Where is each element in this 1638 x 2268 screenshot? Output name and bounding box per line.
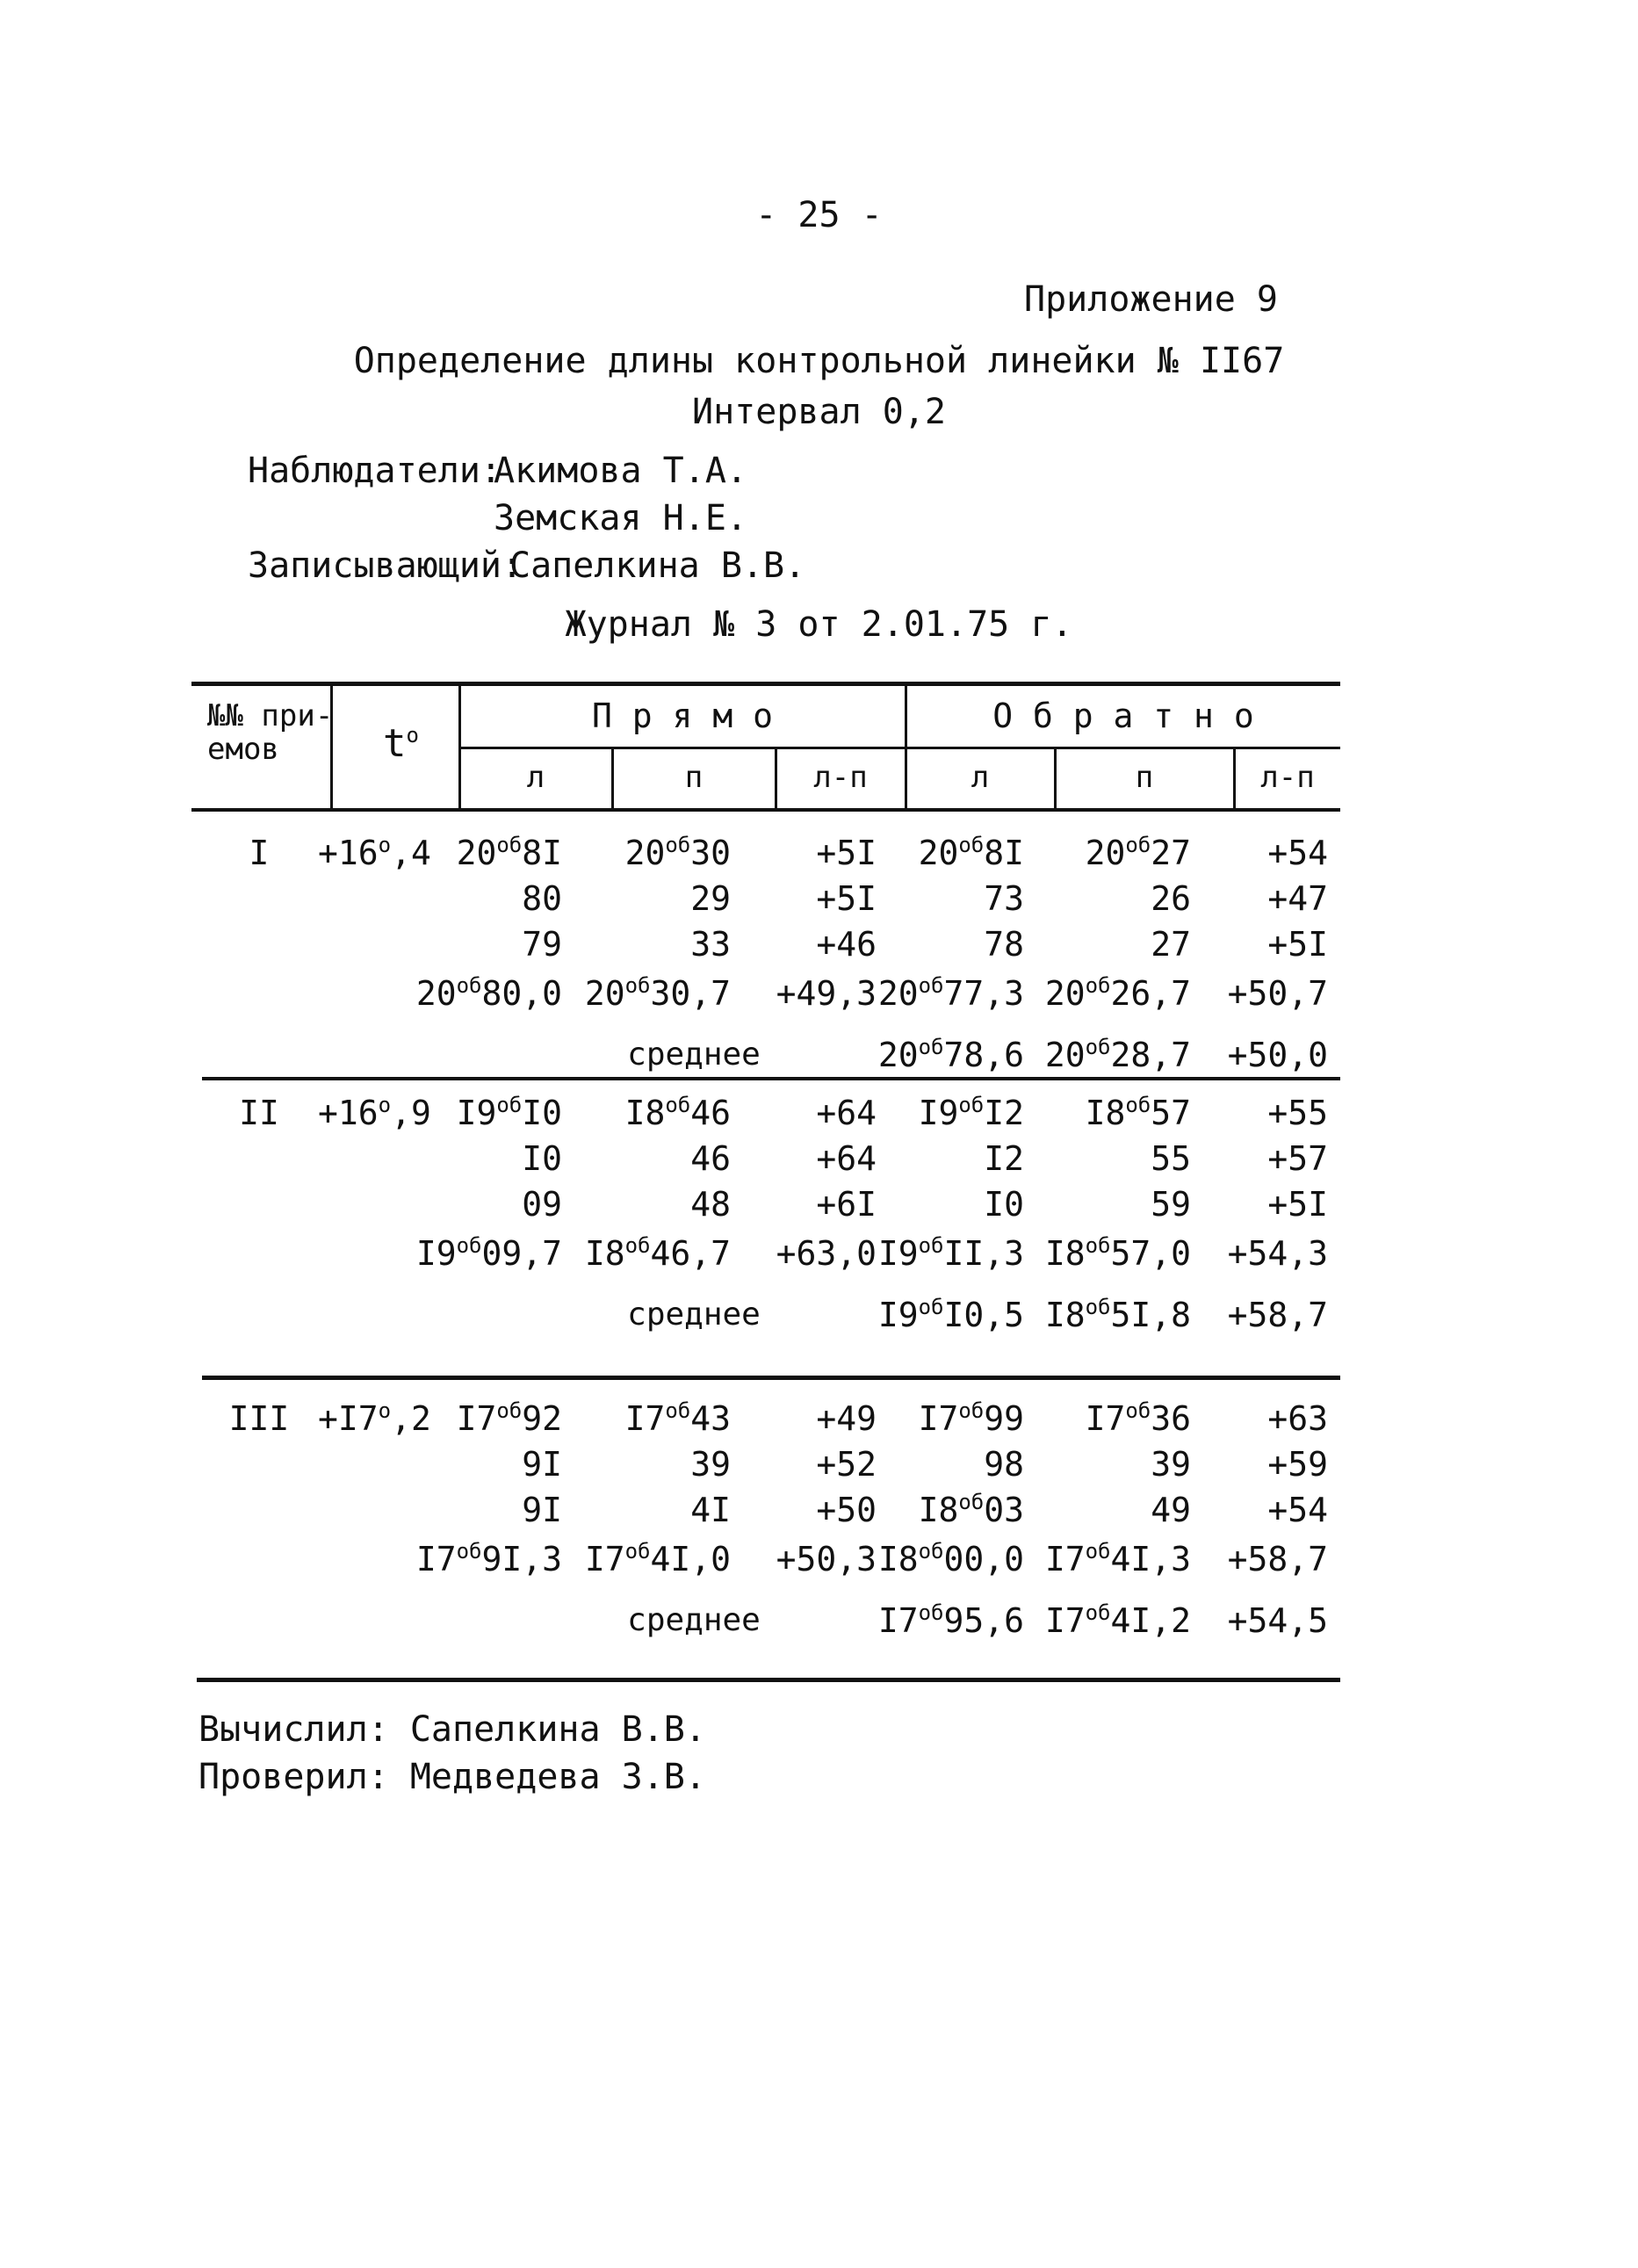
observer-2: Земская Н.Е. (494, 498, 747, 538)
direct-p-base: I8 (624, 1094, 666, 1132)
reverse-lp: +5I (1267, 1185, 1328, 1224)
direct-l-value: 09 (522, 1185, 562, 1224)
reverse-p-base: I7 (1044, 1540, 1086, 1578)
reverse-l (919, 1398, 1024, 1439)
direct-p (690, 1490, 731, 1530)
mean-l-sup: об (918, 1035, 944, 1059)
reverse-p-value: 59 (1151, 1185, 1191, 1224)
direct-p-base: 20 (624, 834, 666, 872)
direct-lp: +5I (816, 879, 877, 918)
direct-lp: +64 (816, 1094, 877, 1132)
direct-lp: +63,0 (776, 1234, 877, 1273)
reverse-lp: +58,7 (1227, 1540, 1328, 1578)
temperature-frac: ,4 (391, 834, 431, 872)
mean-lp: +50,0 (1227, 1036, 1328, 1074)
reverse-p-base: I8 (1085, 1094, 1126, 1132)
reverse-l (919, 833, 1024, 873)
direct-p-value: 30 (690, 834, 731, 872)
journal-reference: Журнал № 3 от 2.01.75 г. (565, 604, 1073, 645)
reception-number: III (228, 1399, 290, 1438)
reverse-l-value: 98 (984, 1445, 1024, 1484)
reverse-lp: +55 (1267, 1094, 1328, 1132)
temperature-deg: о (378, 1398, 392, 1423)
reverse-p (1045, 1539, 1191, 1579)
reverse-p (1086, 833, 1191, 873)
reverse-l (878, 1233, 1024, 1274)
reverse-p-sup: об (1125, 1093, 1151, 1117)
header-reverse-p: п (1135, 760, 1154, 795)
reverse-lp: +59 (1267, 1445, 1328, 1484)
computed-by: Вычислил: Сапелкина В.В. (198, 1709, 706, 1750)
reverse-lp: +54 (1267, 1491, 1328, 1529)
direct-l-base: 20 (415, 974, 457, 1013)
reception-number: II (239, 1094, 279, 1132)
table-top-rule (191, 682, 1340, 686)
reverse-p-sup: об (1085, 1539, 1111, 1564)
reverse-l (984, 1184, 1024, 1224)
direct-l (416, 1233, 562, 1274)
header-reception-line1: №№ при- (207, 698, 334, 733)
reverse-l-value: I2 (984, 1094, 1024, 1132)
reverse-l (878, 1539, 1024, 1579)
reverse-p (1151, 878, 1191, 919)
direct-l-value: 9I (522, 1491, 562, 1529)
reverse-l-value: 77,3 (943, 974, 1024, 1013)
temperature-frac: ,2 (391, 1399, 431, 1438)
reverse-p-sup: об (1125, 833, 1151, 857)
direct-p-sup: об (624, 1233, 651, 1258)
reverse-p-value: 27 (1151, 925, 1191, 964)
reverse-l-value: 03 (984, 1491, 1024, 1529)
direct-p-value: 33 (690, 925, 731, 964)
reverse-l (919, 1490, 1024, 1530)
direct-l (522, 1444, 562, 1484)
reverse-lp: +63 (1267, 1399, 1328, 1438)
direct-p-sup: об (624, 1539, 651, 1564)
mean-l-base: I7 (877, 1601, 919, 1640)
mean-p-base: I8 (1044, 1296, 1086, 1334)
reverse-p-value: 39 (1151, 1445, 1191, 1484)
mean-l-value: I0,5 (943, 1296, 1024, 1334)
direct-p-base: I8 (584, 1234, 625, 1273)
reverse-l-base: I8 (918, 1491, 959, 1529)
reception-temperature (318, 1093, 431, 1133)
direct-l-sup: об (496, 833, 523, 857)
reverse-p-value: 26,7 (1110, 974, 1191, 1013)
header-reverse-lp: л-п (1260, 760, 1315, 795)
reverse-l-value: 78 (984, 925, 1024, 964)
direct-l-sup: об (496, 1093, 523, 1117)
header-reverse-group: О б р а т н о (992, 697, 1254, 735)
mean-p-value: 4I,2 (1110, 1601, 1191, 1640)
reverse-lp: +57 (1267, 1139, 1328, 1178)
reverse-p (1045, 1233, 1191, 1274)
reverse-l-sup: об (958, 833, 985, 857)
direct-p-base: 20 (584, 974, 625, 1013)
reverse-p-value: 49 (1151, 1491, 1191, 1529)
reverse-lp: +54 (1267, 834, 1328, 872)
reverse-l-base: I8 (877, 1540, 919, 1578)
direct-p (585, 1539, 731, 1579)
reverse-lp: +47 (1267, 879, 1328, 918)
direct-l (416, 1539, 562, 1579)
direct-p (585, 973, 731, 1014)
direct-lp: +6I (816, 1185, 877, 1224)
reverse-p-base: I8 (1044, 1234, 1086, 1273)
mean-label: среднее (627, 1602, 761, 1638)
direct-p-value: 4I (690, 1491, 731, 1529)
mean-p-base: 20 (1044, 1036, 1086, 1074)
reverse-l (919, 1093, 1024, 1133)
direct-lp: +46 (816, 925, 877, 964)
reception-temperature (318, 1398, 431, 1439)
mean-l-base: I9 (877, 1296, 919, 1334)
reverse-p-sup: об (1085, 973, 1111, 998)
direct-l-value: I0 (522, 1139, 562, 1178)
temperature-frac: ,9 (391, 1094, 431, 1132)
direct-p (690, 1138, 731, 1179)
direct-p-value: 43 (690, 1399, 731, 1438)
mean-l (878, 1035, 1024, 1075)
reverse-p-value: 55 (1151, 1139, 1191, 1178)
mean-p-value: 28,7 (1110, 1036, 1191, 1074)
reverse-p-base: 20 (1044, 974, 1086, 1013)
direct-l-base: 20 (456, 834, 497, 872)
direct-l-base: I9 (415, 1234, 457, 1273)
reverse-p-sup: об (1125, 1398, 1151, 1423)
direct-p-sup: об (665, 1398, 691, 1423)
reverse-l-value: II,3 (943, 1234, 1024, 1273)
direct-p (690, 878, 731, 919)
direct-l-value: 92 (522, 1399, 562, 1438)
direct-p-base: I7 (624, 1399, 666, 1438)
reverse-l-base: 20 (918, 834, 959, 872)
header-direct-l: л (526, 760, 545, 795)
reverse-l-value: I0 (984, 1185, 1024, 1224)
direct-p (690, 1444, 731, 1484)
block-divider-2 (202, 1376, 1340, 1380)
direct-p-value: 30,7 (650, 974, 731, 1013)
reverse-p (1151, 1184, 1191, 1224)
reverse-p-base: I7 (1085, 1399, 1126, 1438)
mean-l-base: 20 (877, 1036, 919, 1074)
direct-l-value: I0 (522, 1094, 562, 1132)
block-divider-1 (202, 1077, 1340, 1080)
header-reverse-l: л (971, 760, 990, 795)
temperature-deg: о (378, 1093, 392, 1117)
appendix-label: Приложение 9 (1024, 279, 1278, 320)
header-direct-group: П р я м о (592, 697, 773, 735)
direct-l-value: 80,0 (481, 974, 562, 1013)
mean-lp: +54,5 (1227, 1601, 1328, 1640)
direct-l (522, 924, 562, 964)
reverse-l-base: 20 (877, 974, 919, 1013)
reverse-p (1151, 1138, 1191, 1179)
mean-label: среднее (627, 1036, 761, 1073)
mean-lp: +58,7 (1227, 1296, 1328, 1334)
reverse-p-value: 57 (1151, 1094, 1191, 1132)
observer-1: Акимова Т.А. (494, 451, 747, 491)
table-bottom-rule (197, 1678, 1340, 1682)
direct-p-value: 48 (690, 1185, 731, 1224)
header-bottom-rule (191, 808, 1340, 812)
reverse-l-base: I9 (877, 1234, 919, 1273)
reverse-l-value: 00,0 (943, 1540, 1024, 1578)
direct-p (690, 924, 731, 964)
reverse-l (984, 1138, 1024, 1179)
reverse-l-sup: об (918, 1539, 944, 1564)
direct-p (625, 1093, 731, 1133)
reverse-p-value: 4I,3 (1110, 1540, 1191, 1578)
mean-p-value: 5I,8 (1110, 1296, 1191, 1334)
reverse-p (1151, 924, 1191, 964)
reverse-p-value: 26 (1151, 879, 1191, 918)
direct-l-base: I7 (456, 1399, 497, 1438)
mean-label: среднее (627, 1297, 761, 1333)
direct-l (457, 1093, 562, 1133)
direct-l (522, 878, 562, 919)
header-temperature: $t^о$ (383, 721, 419, 766)
reception-number: I (249, 834, 270, 872)
direct-lp: +49 (816, 1399, 877, 1438)
direct-lp: +64 (816, 1139, 877, 1178)
direct-p (585, 1233, 731, 1274)
mean-p-sup: об (1085, 1035, 1111, 1059)
direct-p-value: 29 (690, 879, 731, 918)
reverse-l-value: 99 (984, 1399, 1024, 1438)
direct-l-sup: об (456, 1539, 482, 1564)
direct-p-value: 46,7 (650, 1234, 731, 1273)
temperature-int: +16 (318, 1094, 379, 1132)
reverse-lp: +54,3 (1227, 1234, 1328, 1273)
direct-lp: +50,3 (776, 1540, 877, 1578)
direct-l-base: I7 (415, 1540, 457, 1578)
reverse-l-sup: об (958, 1398, 985, 1423)
reverse-l (984, 924, 1024, 964)
reverse-p (1151, 1444, 1191, 1484)
direct-l-sup: об (456, 1233, 482, 1258)
direct-p-value: 4I,0 (650, 1540, 731, 1578)
page-number: - 25 - (755, 195, 883, 235)
direct-lp: +50 (816, 1491, 877, 1529)
direct-p-sup: об (665, 833, 691, 857)
temperature-int: +I7 (318, 1399, 379, 1438)
reverse-lp: +5I (1267, 925, 1328, 964)
reverse-l-sup: об (958, 1093, 985, 1117)
direct-lp: +52 (816, 1445, 877, 1484)
reverse-p-value: 57,0 (1110, 1234, 1191, 1273)
document-title: Определение длины контрольной линейки № II67 (353, 341, 1285, 381)
direct-p-value: 46 (690, 1094, 731, 1132)
direct-l (522, 1184, 562, 1224)
reverse-l-sup: об (918, 973, 944, 998)
direct-p (625, 833, 731, 873)
mean-p-sup: об (1085, 1295, 1111, 1319)
direct-p (690, 1184, 731, 1224)
direct-l (457, 833, 562, 873)
direct-p-value: 39 (690, 1445, 731, 1484)
direct-lp: +5I (816, 834, 877, 872)
direct-p-value: 46 (690, 1139, 731, 1178)
direct-l (457, 1398, 562, 1439)
direct-l (416, 973, 562, 1014)
direct-l-value: 80 (522, 879, 562, 918)
direct-l-value: 8I (522, 834, 562, 872)
reverse-l (984, 1444, 1024, 1484)
mean-l-sup: об (918, 1295, 944, 1319)
reverse-p (1151, 1490, 1191, 1530)
recorder-label: Записывающий: (248, 545, 523, 586)
reverse-l-base: I7 (918, 1399, 959, 1438)
reception-temperature (318, 833, 431, 873)
mean-l-sup: об (918, 1600, 944, 1625)
reverse-p (1045, 973, 1191, 1014)
mean-p-sup: об (1085, 1600, 1111, 1625)
reverse-p (1086, 1398, 1191, 1439)
direct-p-base: I7 (584, 1540, 625, 1578)
reverse-l (878, 973, 1024, 1014)
direct-p-sup: об (624, 973, 651, 998)
reverse-l-sup: об (918, 1233, 944, 1258)
mean-l (878, 1600, 1024, 1641)
interval-subtitle: Интервал 0,2 (692, 392, 946, 432)
direct-l-value: 9I,3 (481, 1540, 562, 1578)
mean-l (878, 1295, 1024, 1335)
reverse-p (1086, 1093, 1191, 1133)
direct-p (625, 1398, 731, 1439)
reverse-l-sup: об (958, 1490, 985, 1514)
temperature-int: +16 (318, 834, 379, 872)
reverse-p-base: 20 (1085, 834, 1126, 872)
direct-l-base: I9 (456, 1094, 497, 1132)
mean-l-value: 95,6 (943, 1601, 1024, 1640)
header-direct-p: п (684, 760, 704, 795)
reverse-l-value: 8I (984, 834, 1024, 872)
direct-l-value: 79 (522, 925, 562, 964)
reverse-lp: +50,7 (1227, 974, 1328, 1013)
reverse-l (984, 878, 1024, 919)
reverse-l-value: I2 (984, 1139, 1024, 1178)
mean-p-base: I7 (1044, 1601, 1086, 1640)
mean-l-value: 78,6 (943, 1036, 1024, 1074)
reverse-l-value: 73 (984, 879, 1024, 918)
direct-l-sup: об (496, 1398, 523, 1423)
reverse-p-value: 36 (1151, 1399, 1191, 1438)
mean-p (1045, 1295, 1191, 1335)
header-direct-lp: л-п (813, 760, 868, 795)
mean-p (1045, 1035, 1191, 1075)
checked-by: Проверил: Медведева З.В. (198, 1757, 706, 1797)
reverse-p-value: 27 (1151, 834, 1191, 872)
direct-l-sup: об (456, 973, 482, 998)
direct-lp: +49,3 (776, 974, 877, 1013)
direct-l-value: 9I (522, 1445, 562, 1484)
direct-l (522, 1490, 562, 1530)
reverse-l-base: I9 (918, 1094, 959, 1132)
direct-p-sup: об (665, 1093, 691, 1117)
mean-p (1045, 1600, 1191, 1641)
subheader-rule (460, 747, 1340, 749)
header-reception-line2: емов (207, 732, 279, 767)
direct-l-value: 09,7 (481, 1234, 562, 1273)
direct-l (522, 1138, 562, 1179)
temperature-deg: о (378, 833, 392, 857)
recorder-name: Сапелкина В.В. (509, 545, 806, 586)
observers-label: Наблюдатели: (248, 451, 502, 491)
reverse-p-sup: об (1085, 1233, 1111, 1258)
